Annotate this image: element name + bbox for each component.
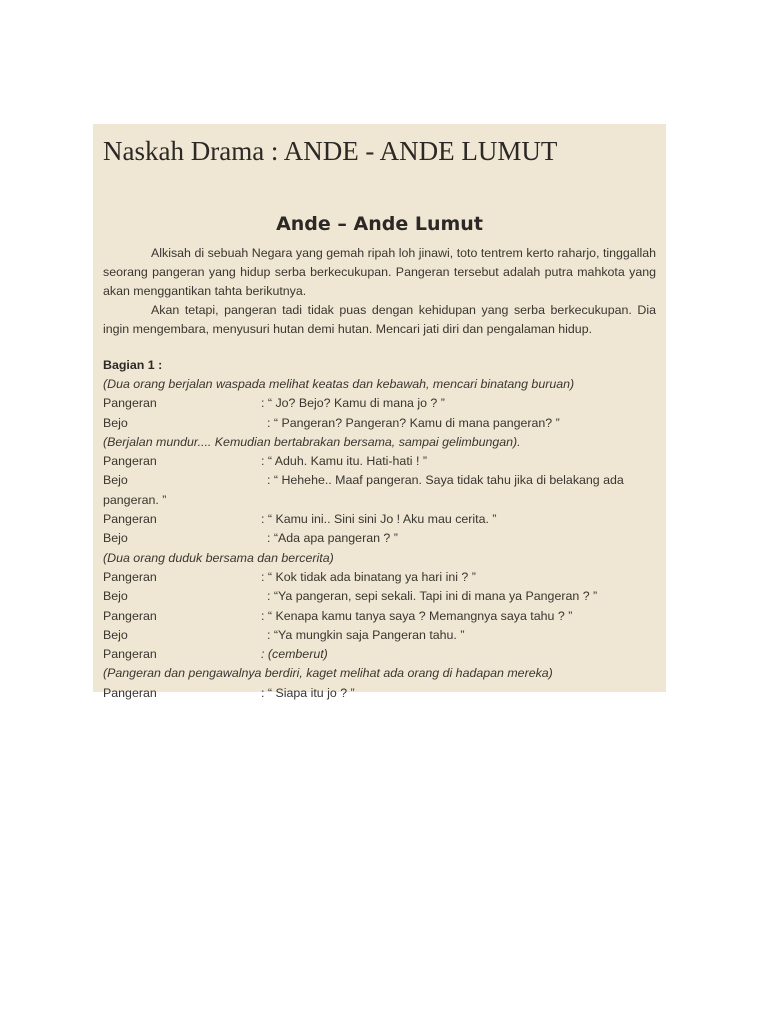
dialogue-text: : “Ya mungkin saja Pangeran tahu. ” — [267, 627, 465, 642]
speaker-name: Pangeran — [103, 454, 157, 469]
document-subtitle: Ande – Ande Lumut — [276, 213, 483, 235]
stage-direction: (Pangeran dan pengawalnya berdiri, kaget melihat ada orang di hadapan mereka) — [103, 666, 553, 681]
dialogue-text: : “Ada apa pangeran ? ” — [267, 531, 398, 546]
dialogue-text: : “ Aduh. Kamu itu. Hati-hati ! ” — [261, 454, 427, 469]
dialogue-text: : “ Jo? Bejo? Kamu di mana jo ? ” — [261, 396, 445, 411]
speaker-name: Bejo — [103, 627, 128, 642]
intro-paragraph: Alkisah di sebuah Negara yang gemah ripah loh jinawi, toto tentrem kerto raharjo, tinggallah seorang pangeran yang hidup serba berkecukupan. Pangeran tersebut adalah putra mahkota yang akan menggantikan tahta berikutnya. — [103, 246, 656, 298]
stage-direction: (Dua orang duduk bersama dan bercerita) — [103, 550, 334, 565]
speaker-name: Pangeran — [103, 685, 157, 700]
dialogue-line — [103, 645, 656, 664]
section-title: Bagian 1 : — [103, 358, 163, 372]
dialogue-line — [103, 510, 656, 529]
dialogue-line — [103, 684, 656, 703]
speaker-name: Pangeran — [103, 647, 157, 662]
speaker-name: Bejo — [103, 531, 128, 546]
stage-direction: (Dua orang berjalan waspada melihat keatas dan kebawah, mencari binatang buruan) — [103, 377, 575, 391]
dialogue-continuation: pangeran. ” — [103, 492, 167, 507]
dialogue-text: : “ Kok tidak ada binatang ya hari ini ? ” — [261, 569, 476, 584]
dialogue-text: : “ Kenapa kamu tanya saya ? Memangnya saya tahu ? ” — [261, 608, 573, 623]
dialogue-line — [103, 394, 656, 413]
script-body — [103, 375, 656, 703]
stage-direction: (Berjalan mundur.... Kemudian bertabrakan bersama, sampai gelimbungan). — [103, 434, 521, 449]
dialogue-line — [103, 452, 656, 471]
document-heading: Naskah Drama : ANDE - ANDE LUMUT — [103, 136, 558, 166]
dialogue-line — [103, 626, 656, 645]
speaker-name: Pangeran — [103, 569, 157, 584]
dialogue-line — [103, 587, 656, 606]
document-page — [93, 124, 666, 700]
dialogue-text: : “ Siapa itu jo ? ” — [261, 685, 355, 700]
dialogue-text: : “ Hehehe.. Maaf pangeran. Saya tidak tahu jika di belakang ada — [267, 473, 624, 488]
speaker-name: Pangeran — [103, 608, 157, 623]
speaker-name: Pangeran — [103, 396, 157, 411]
dialogue-line — [103, 414, 656, 433]
speaker-name: Bejo — [103, 415, 128, 430]
dialogue-text: : “ Pangeran? Pangeran? Kamu di mana pangeran? ” — [267, 415, 560, 430]
speaker-name: Pangeran — [103, 512, 157, 527]
dialogue-line — [103, 568, 656, 587]
speaker-name: Bejo — [103, 589, 128, 604]
dialogue-line — [103, 529, 656, 548]
intro-paragraph: Akan tetapi, pangeran tadi tidak puas dengan kehidupan yang serba berkecukupan. Dia ingin mengembara, menyusuri hutan demi hutan. Mencari jati diri dan pengalaman hidup. — [103, 303, 656, 336]
dialogue-line — [103, 607, 656, 626]
dialogue-text: : “Ya pangeran, sepi sekali. Tapi ini di mana ya Pangeran ? ” — [267, 589, 598, 604]
speaker-name: Bejo — [103, 473, 128, 488]
dialogue-text: : (cemberut) — [261, 647, 328, 662]
dialogue-text: : “ Kamu ini.. Sini sini Jo ! Aku mau cerita. ” — [261, 512, 497, 527]
dialogue-line — [103, 471, 656, 490]
